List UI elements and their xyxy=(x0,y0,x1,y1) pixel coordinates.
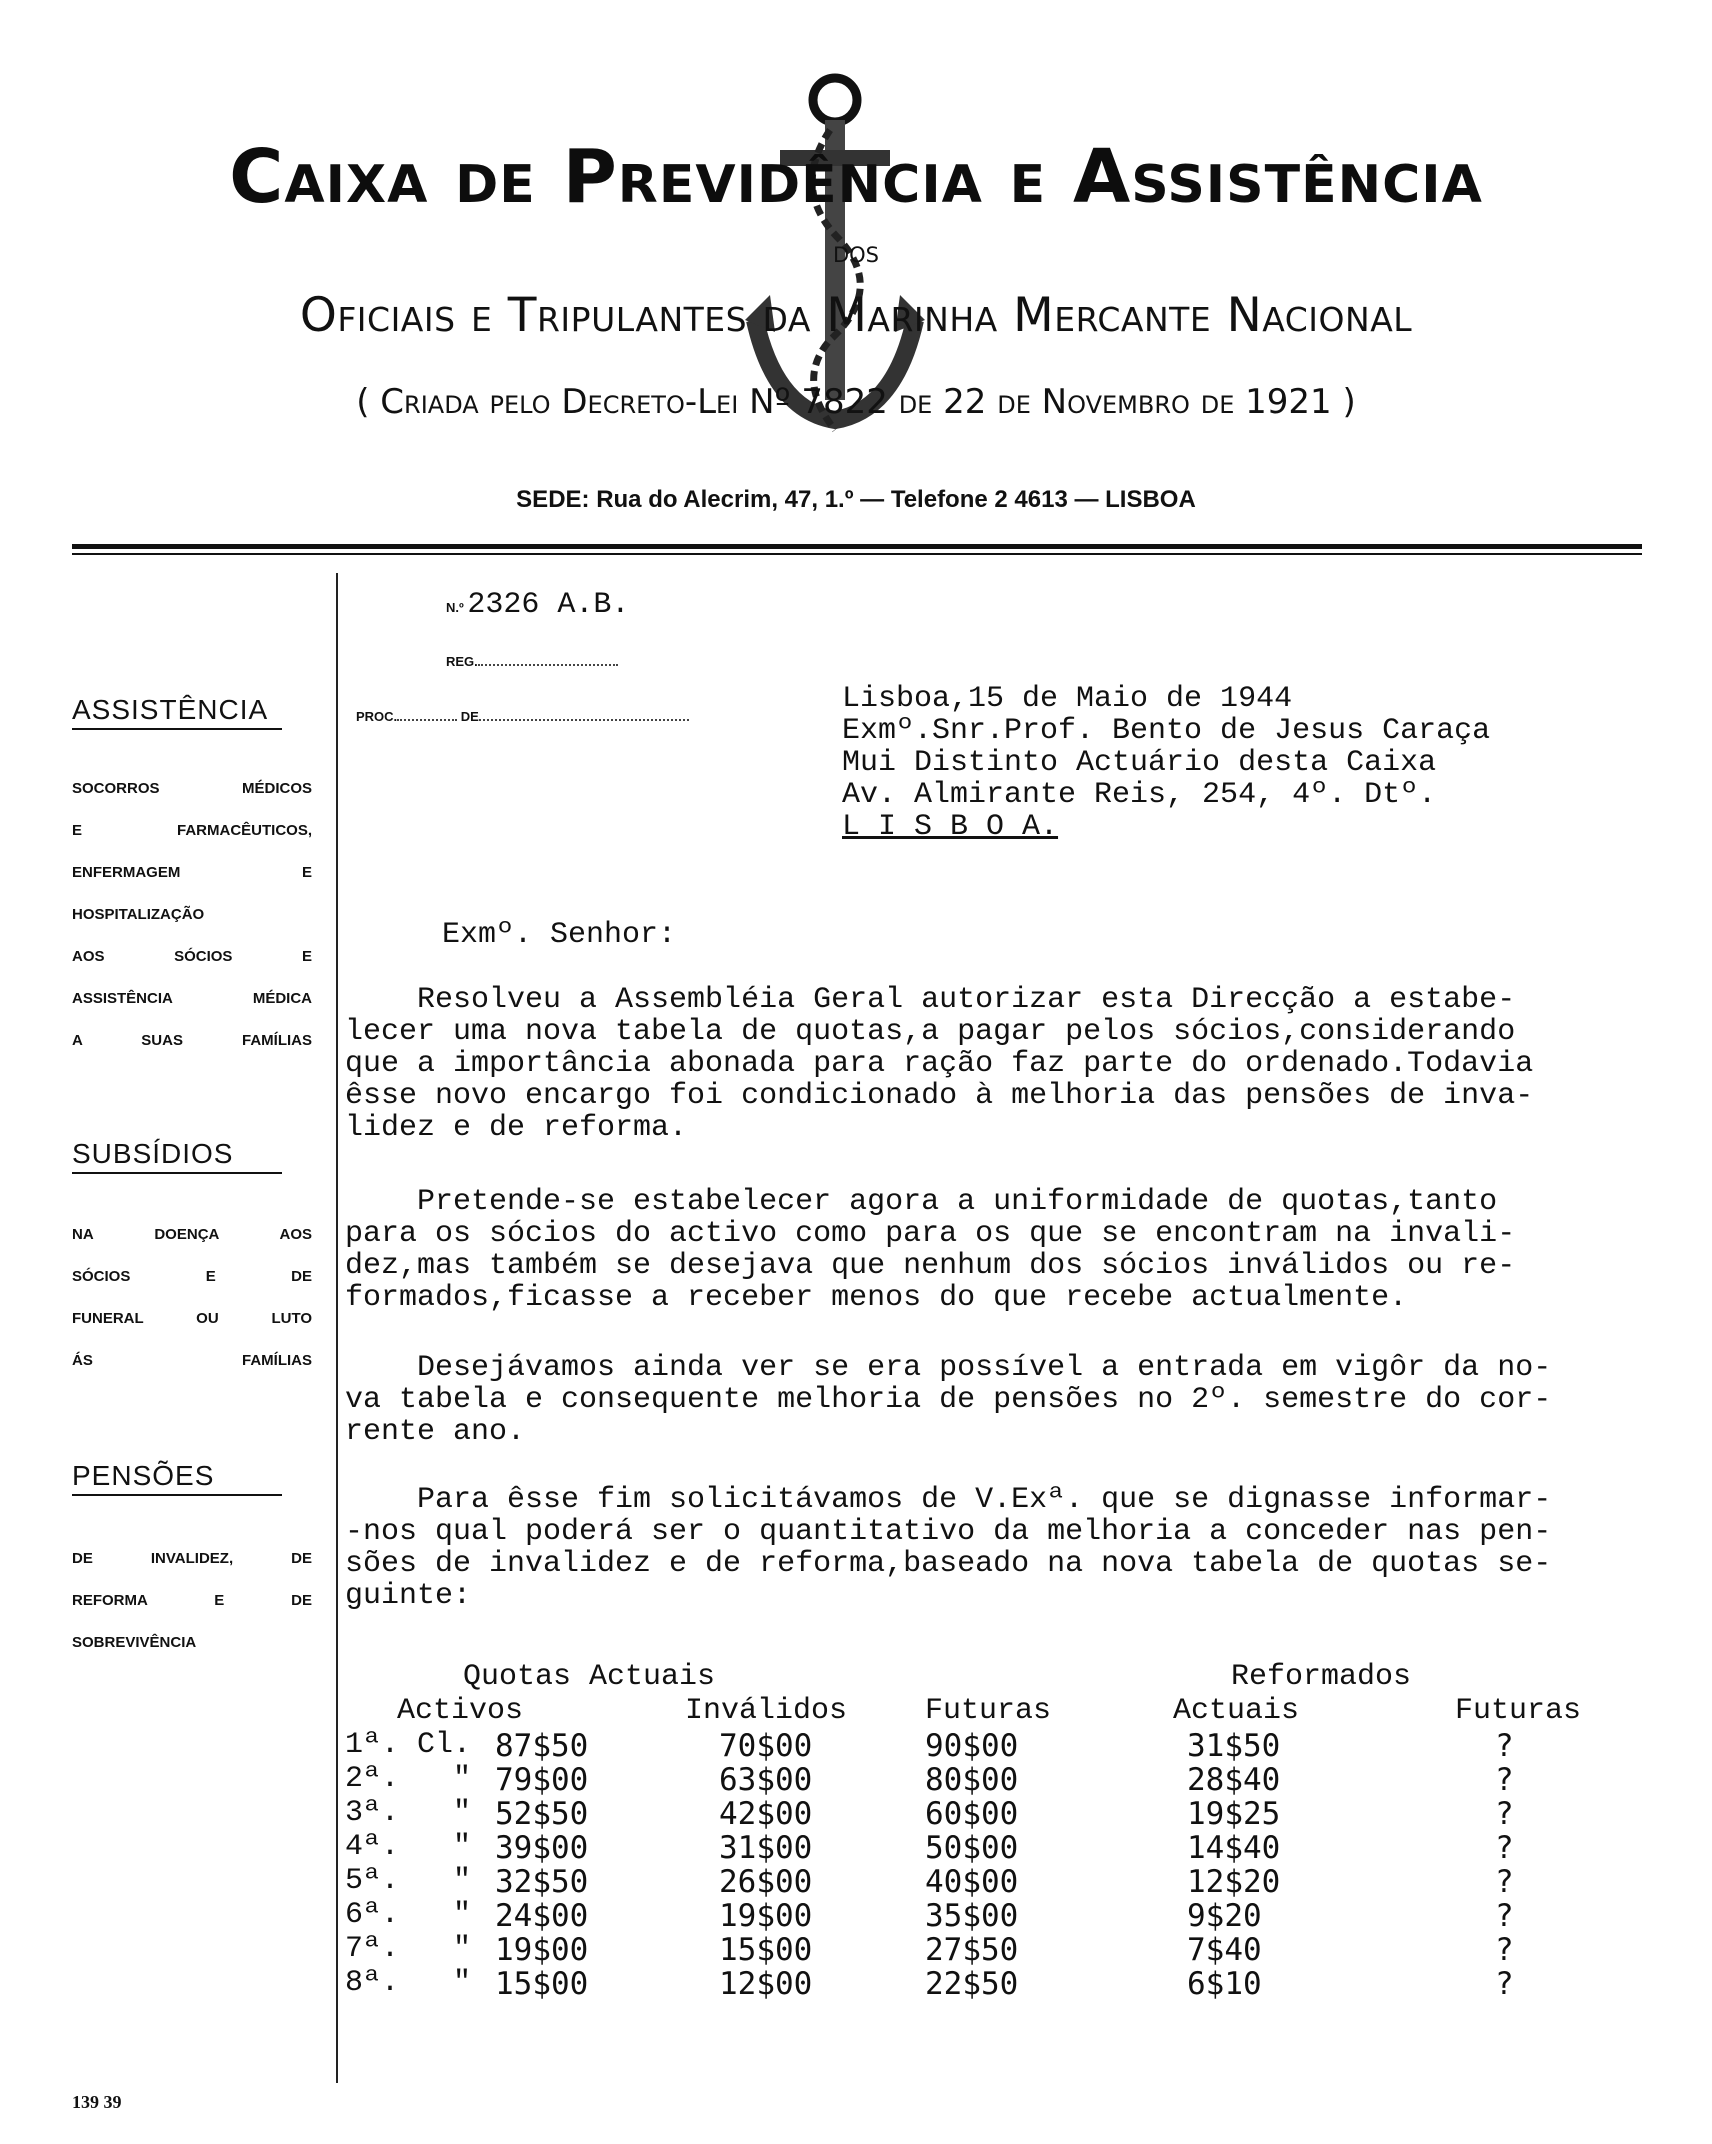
sidebar-item: HOSPITALIZAÇÃO xyxy=(72,906,205,923)
table-cell-ref-futuras: ? xyxy=(1495,1932,1514,1968)
table-cell-activos: 79$00 xyxy=(495,1762,589,1798)
table-cell-invalidos: 26$00 xyxy=(719,1864,813,1900)
table-cell-class: 6ª. " xyxy=(345,1898,472,1932)
table-cell-invalidos: 12$00 xyxy=(719,1966,813,2002)
reference-reg xyxy=(446,654,618,669)
table-cell-activos: 32$50 xyxy=(495,1864,589,1900)
table-cell-activos: 19$00 xyxy=(495,1932,589,1968)
sidebar-divider xyxy=(336,573,338,2083)
sidebar-list-assistencia xyxy=(72,768,312,1062)
text-line: lidez e de reforma. xyxy=(345,1111,688,1145)
table-cell-ref-actuais: 12$20 xyxy=(1187,1864,1281,1900)
text-line: guinte: xyxy=(345,1579,472,1613)
table-cell-futuras: 90$00 xyxy=(925,1728,1019,1764)
table-cell-ref-futuras: ? xyxy=(1495,1864,1514,1900)
text-line: sões de invalidez e de reforma,baseado na nova tabela de quotas se- xyxy=(345,1547,1552,1581)
table-cell-ref-futuras: ? xyxy=(1495,1898,1514,1934)
sidebar-item: E FARMACÊUTICOS, xyxy=(72,822,312,839)
table-header-invalidos: Inválidos xyxy=(685,1694,848,1728)
recipient-city: L I S B O A. xyxy=(842,810,1059,844)
table-cell-ref-futuras: ? xyxy=(1495,1796,1514,1832)
letter-date: Lisboa,15 de Maio de 1944 xyxy=(842,682,1293,716)
text-line: dez,mas também se desejava que nenhum dos sócios inválidos ou re- xyxy=(345,1249,1516,1283)
header-divider-thick xyxy=(72,544,1642,549)
table-cell-activos: 87$50 xyxy=(495,1728,589,1764)
letterhead-subtitle: Oficiais e Tripulantes da Marinha Mercante Nacional xyxy=(299,288,1413,343)
sidebar-item: ASSISTÊNCIA MÉDICA xyxy=(72,990,312,1007)
table-cell-futuras: 35$00 xyxy=(925,1898,1019,1934)
reference-proc xyxy=(356,709,689,724)
table-cell-futuras: 27$50 xyxy=(925,1932,1019,1968)
reference-de-label: DE xyxy=(460,709,479,724)
table-cell-class: 8ª. " xyxy=(345,1966,472,2000)
table-cell-ref-actuais: 9$20 xyxy=(1187,1898,1262,1934)
table-cell-ref-futuras: ? xyxy=(1495,1830,1514,1866)
letterhead-dos: dos xyxy=(832,235,880,270)
sidebar-item: SÓCIOS E DE xyxy=(72,1268,312,1285)
table-cell-class: 5ª. " xyxy=(345,1864,472,1898)
sidebar-item: ENFERMAGEM E xyxy=(72,864,312,881)
table-header-activos: Activos xyxy=(397,1694,524,1728)
letterhead-address: SEDE: Rua do Alecrim, 47, 1.º — Telefone 2 4613 — LISBOA xyxy=(516,486,1196,513)
table-cell-futuras: 50$00 xyxy=(925,1830,1019,1866)
table-cell-ref-actuais: 31$50 xyxy=(1187,1728,1281,1764)
table-cell-ref-actuais: 19$25 xyxy=(1187,1796,1281,1832)
table-cell-invalidos: 15$00 xyxy=(719,1932,813,1968)
text-line: Pretende-se estabelecer agora a uniformidade de quotas,tanto xyxy=(345,1185,1498,1219)
sidebar-heading-pensoes: PENSÕES xyxy=(72,1462,282,1496)
table-cell-ref-actuais: 7$40 xyxy=(1187,1932,1262,1968)
reference-proc-label: PROC. xyxy=(356,709,398,724)
table-header-ref-actuais: Actuais xyxy=(1173,1694,1300,1728)
text-line: rente ano. xyxy=(345,1415,526,1449)
body-paragraph-4 xyxy=(345,1484,1685,1612)
reference-number-value: 2326 A.B. xyxy=(467,588,630,622)
table-cell-activos: 39$00 xyxy=(495,1830,589,1866)
sidebar-heading-subsidios: SUBSÍDIOS xyxy=(72,1140,282,1174)
table-cell-invalidos: 70$00 xyxy=(719,1728,813,1764)
text-line: Resolveu a Assembléia Geral autorizar esta Direcção a estabe- xyxy=(345,983,1516,1017)
letterhead-title: Caixa de Previdência e Assistência xyxy=(229,134,1483,220)
recipient-street: Av. Almirante Reis, 254, 4º. Dtº. xyxy=(842,778,1437,812)
table-cell-class: 1ª. Cl. xyxy=(345,1728,472,1762)
sidebar-list-pensoes xyxy=(72,1538,312,1664)
sidebar-list-subsidios xyxy=(72,1214,312,1382)
table-cell-class: 7ª. " xyxy=(345,1932,472,1966)
text-line: va tabela e consequente melhoria de pensões no 2º. semestre do cor- xyxy=(345,1383,1552,1417)
table-cell-invalidos: 63$00 xyxy=(719,1762,813,1798)
text-line: que a importância abonada para ração faz parte do ordenado.Todavia xyxy=(345,1047,1534,1081)
sidebar-heading-assistencia: ASSISTÊNCIA xyxy=(72,696,282,730)
salutation: Exmº. Senhor: xyxy=(442,918,677,952)
address-block xyxy=(842,683,1490,843)
table-cell-invalidos: 19$00 xyxy=(719,1898,813,1934)
body-paragraph-2 xyxy=(345,1186,1685,1314)
sidebar-item: NA DOENÇA AOS xyxy=(72,1226,312,1243)
sidebar-item: REFORMA E DE xyxy=(72,1592,312,1609)
table-cell-ref-futuras: ? xyxy=(1495,1966,1514,2002)
text-line: Para êsse fim solicitávamos de V.Exª. que se dignasse informar- xyxy=(345,1483,1552,1517)
table-cell-invalidos: 31$00 xyxy=(719,1830,813,1866)
sidebar-item: ÁS FAMÍLIAS xyxy=(72,1352,312,1369)
text-line: para os sócios do activo como para os que se encontram na invali- xyxy=(345,1217,1516,1251)
table-header-ref-futuras: Futuras xyxy=(1455,1694,1582,1728)
table-cell-activos: 15$00 xyxy=(495,1966,589,2002)
table-cell-class: 3ª. " xyxy=(345,1796,472,1830)
table-cell-ref-futuras: ? xyxy=(1495,1762,1514,1798)
table-group-reformados: Reformados xyxy=(1231,1660,1412,1694)
text-line: formados,ficasse a receber menos do que recebe actualmente. xyxy=(345,1281,1408,1315)
letterhead-decree: ( Criada pelo Decreto-Lei Nº 7822 de 22 de Novembro de 1921 ) xyxy=(356,382,1356,422)
table-cell-futuras: 60$00 xyxy=(925,1796,1019,1832)
sidebar-item: SOBREVIVÊNCIA xyxy=(72,1634,197,1651)
form-code: 139 39 xyxy=(72,2092,122,2112)
text-line: -nos qual poderá ser o quantitativo da melhoria a conceder nas pen- xyxy=(345,1515,1552,1549)
table-cell-futuras: 80$00 xyxy=(925,1762,1019,1798)
text-line: lecer uma nova tabela de quotas,a pagar pelos sócios,considerando xyxy=(345,1015,1516,1049)
table-cell-futuras: 22$50 xyxy=(925,1966,1019,2002)
table-cell-activos: 52$50 xyxy=(495,1796,589,1832)
table-group-quotas-actuais: Quotas Actuais xyxy=(463,1660,716,1694)
reference-reg-label: REG. xyxy=(446,654,478,669)
sidebar-item: SOCORROS MÉDICOS xyxy=(72,780,312,797)
table-cell-ref-futuras: ? xyxy=(1495,1728,1514,1764)
body-paragraph-1 xyxy=(345,984,1685,1144)
table-cell-ref-actuais: 14$40 xyxy=(1187,1830,1281,1866)
sidebar-item: DE INVALIDEZ, DE xyxy=(72,1550,312,1567)
body-paragraph-3 xyxy=(345,1352,1685,1448)
text-line: êsse novo encargo foi condicionado à melhoria das pensões de inva- xyxy=(345,1079,1534,1113)
table-cell-class: 4ª. " xyxy=(345,1830,472,1864)
reference-number-label: N.º xyxy=(446,600,464,615)
table-cell-invalidos: 42$00 xyxy=(719,1796,813,1832)
reference-number xyxy=(446,588,629,622)
sidebar-item: FUNERAL OU LUTO xyxy=(72,1310,312,1327)
table-cell-futuras: 40$00 xyxy=(925,1864,1019,1900)
sidebar-item: A SUAS FAMÍLIAS xyxy=(72,1032,312,1049)
text-line: Desejávamos ainda ver se era possível a entrada em vigôr da no- xyxy=(345,1351,1552,1385)
table-cell-class: 2ª. " xyxy=(345,1762,472,1796)
table-cell-activos: 24$00 xyxy=(495,1898,589,1934)
recipient-name: Exmº.Snr.Prof. Bento de Jesus Caraça xyxy=(842,714,1491,748)
table-cell-ref-actuais: 6$10 xyxy=(1187,1966,1262,2002)
table-header-futuras: Futuras xyxy=(925,1694,1052,1728)
table-cell-ref-actuais: 28$40 xyxy=(1187,1762,1281,1798)
sidebar-item: AOS SÓCIOS E xyxy=(72,948,312,965)
recipient-title: Mui Distinto Actuário desta Caixa xyxy=(842,746,1437,780)
header-divider-thin xyxy=(72,553,1642,555)
